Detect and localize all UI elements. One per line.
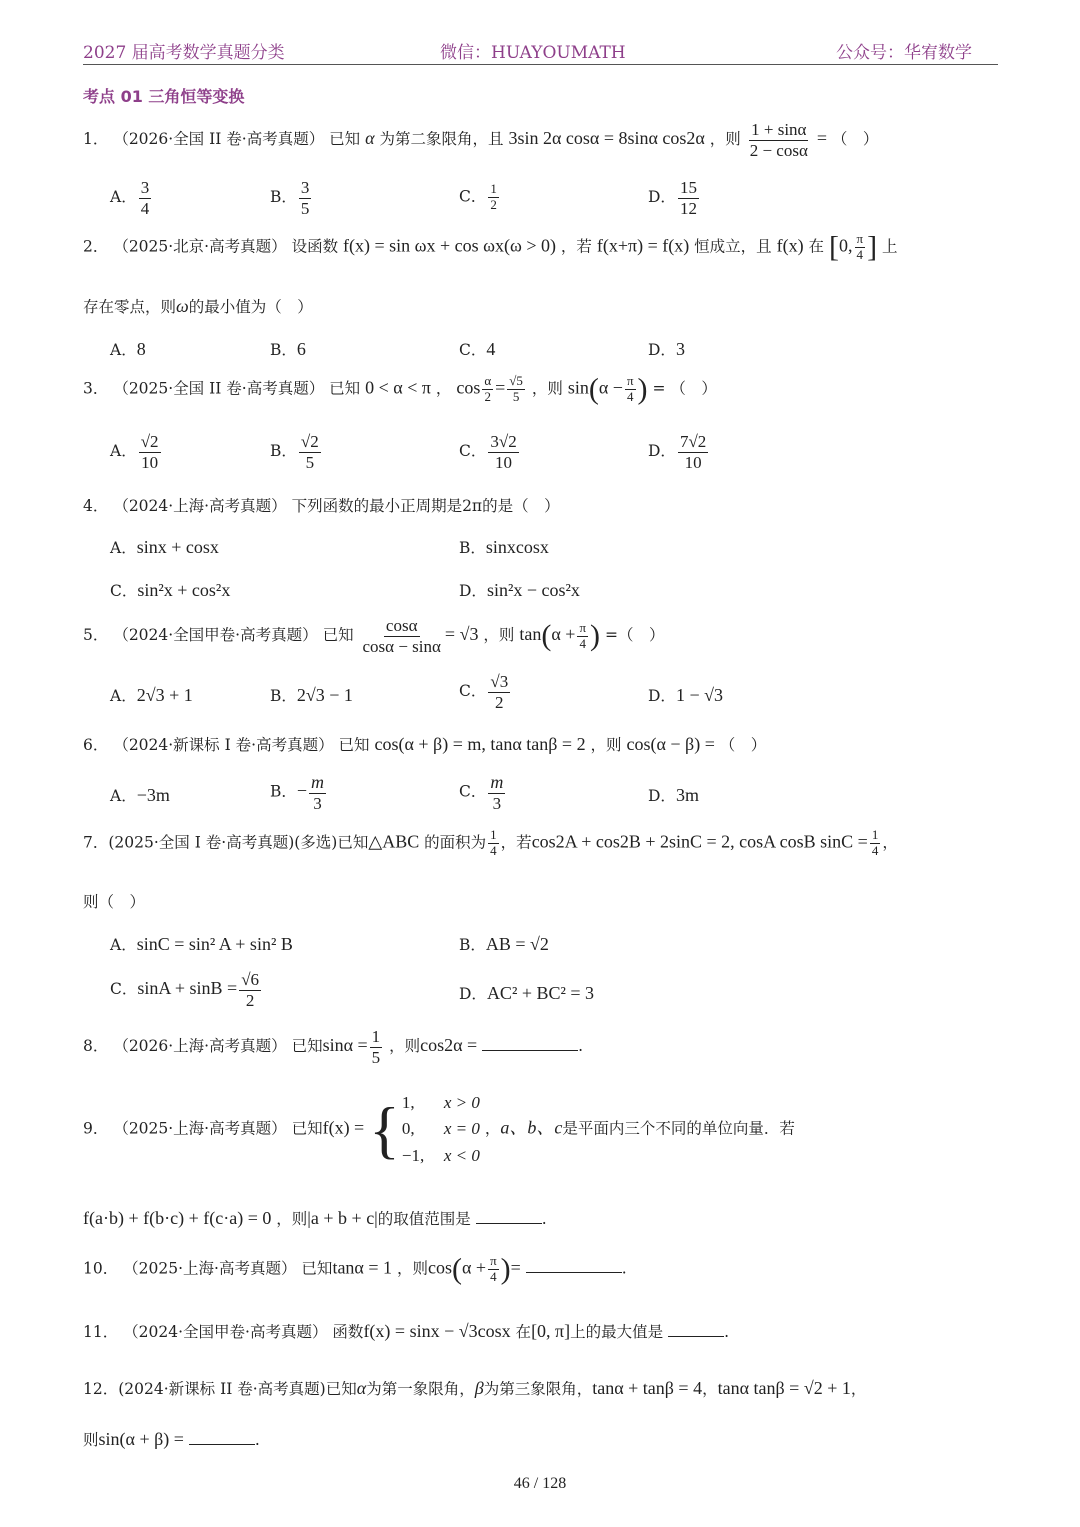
header-center: 微信：HUAYOUMATH — [440, 43, 626, 63]
option-d[interactable]: D．AC² + BC² = 3 — [459, 983, 595, 1003]
option-b[interactable]: B． $\frac{3}{5}$ — [270, 178, 310, 218]
question-9-line2: f(a·b) + f(b·c) + f(c·a) = 0 ，则|a + b + c|的取值范围是 . — [83, 1208, 547, 1228]
question-9: 9． （2025·上海·高考真题） 已知f(x) = { 1, x > 0 0, x = 0 −1, x < 0 ，a、b、c是平面内三个不同的单位向量．若 — [83, 1093, 795, 1165]
question-12: 12．(2024·新课标 II 卷·高考真题)已知α为第一象限角，β为第三象限角，tanα + tanβ = 4，tanα tanβ = √2 + 1， — [83, 1378, 867, 1398]
question-source: （2025·全国 II 卷·高考真题） — [113, 379, 325, 398]
question-source: (2024·新课标 II 卷·高考真题) — [118, 1380, 326, 1398]
answer-blank[interactable] — [476, 1223, 542, 1224]
math-expression: 3sin 2α cosα = 8sinα cos2α — [508, 128, 705, 149]
question-text: 为第二象限角，且 — [379, 130, 504, 149]
option-b[interactable]: B．sinxcosx — [459, 537, 549, 557]
option-a[interactable]: A． $\frac{√2}{10}$ — [110, 432, 159, 472]
option-d[interactable]: D．3 — [648, 339, 685, 359]
option-c[interactable]: C． $\frac{m}{3}$ — [459, 772, 504, 813]
question-10: 10． （2025·上海·高考真题） 已知tanα = 1 ，则cos(α + $\frac{\pi}{4}$ )= . — [83, 1252, 627, 1286]
option-a[interactable]: A．8 — [110, 339, 146, 359]
answer-blank[interactable] — [189, 1444, 255, 1445]
question-12-line2: 则sin(α + β) = . — [83, 1429, 260, 1449]
question-6: 6． （2024·新课标 I 卷·高考真题） 已知 cos(α + β) = m, tanα tanβ = 2 ，则 cos(α − β) = （ ） — [83, 734, 767, 754]
option-a[interactable]: A． $\frac{3}{4}$ — [110, 178, 150, 218]
answer-blank[interactable] — [526, 1272, 622, 1273]
math-expression: f(x+π) = f(x) — [596, 235, 690, 256]
option-c[interactable]: C． $\frac{1}{2}$ — [459, 181, 497, 212]
option-b[interactable]: B．AB = √2 — [459, 934, 549, 954]
question-5: 5． （2024·全国甲卷·高考真题） 已知 $\frac{\cos\alpha}{\cos\alpha - \sin\alpha}$ = √3 ，则 tan(α + $\frac{\pi}{4}$ ) =（ ） — [83, 616, 665, 656]
question-7: 7．(2025·全国 I 卷·高考真题)(多选)已知△ABC 的面积为 $\frac{1}{4}$ ，若cos2A + cos2B + 2sinC = 2, cosA cosB sinC = $\frac{1}{4}$ ， — [83, 827, 898, 858]
option-b[interactable]: B． $\frac{√2}{5}$ — [270, 432, 319, 472]
question-2-line2: 存在零点，则ω的最小值为（ ） — [83, 296, 313, 316]
option-c[interactable]: C．sinA + sinB = $\frac{√6}{2}$ — [110, 970, 260, 1010]
page-number: 46 / 128 — [513, 1475, 567, 1492]
answer-blank[interactable] — [482, 1050, 578, 1051]
question-text: 已知 — [329, 130, 361, 149]
question-source: (2025·全国 I 卷·高考真题)(多选) — [108, 833, 338, 852]
option-c[interactable]: C．4 — [459, 339, 496, 359]
option-c[interactable]: C． $\frac{3√2}{10}$ — [459, 432, 517, 472]
math-expression: f(x) = sin ωx + cos ωx(ω > 0) — [343, 235, 556, 256]
question-source: （2026·上海·高考真题） — [113, 1037, 287, 1056]
option-d[interactable]: D．sin²x − cos²x — [459, 580, 580, 600]
option-a[interactable]: A．sinx + cosx — [110, 537, 219, 557]
question-7-line2: 则（ ） — [83, 893, 146, 911]
question-11: 11． （2024·全国甲卷·高考真题） 函数f(x) = sinx − √3cosx 在[0, π]上的最大值是 . — [83, 1321, 730, 1341]
question-source: （2025·北京·高考真题） — [113, 237, 287, 256]
option-a[interactable]: A．−3m — [110, 785, 170, 805]
question-3: 3． （2025·全国 II 卷·高考真题） 已知 0 < α < π ， cos $\frac{\alpha}{2}$ = $\frac{√5}{5}$ ，则 sin(α − $\frac{\pi}{4}$ ) = （ ） — [83, 372, 717, 406]
question-source: （2024·新课标 I 卷·高考真题） — [113, 736, 334, 754]
question-8: 8． （2026·上海·高考真题） 已知sinα = $\frac{1}{5}$ ，则cos2α = . — [83, 1027, 584, 1067]
option-b[interactable]: B．− $\frac{m}{3}$ — [270, 772, 325, 813]
question-1: 1． （2026·全国 II 卷·高考真题） 已知 α 为第二象限角，且 3sin 2α cosα = 8sinα cos2α ，则 $\frac{1 + \sin\alpha}{2 - \cos\alpha}$ = （ ） — [83, 120, 879, 160]
option-c[interactable]: C．sin²x + cos²x — [110, 580, 231, 600]
option-d[interactable]: D．3m — [648, 785, 699, 805]
question-source: （2026·全国 II 卷·高考真题） — [113, 130, 325, 149]
option-a[interactable]: A．sinC = sin² A + sin² B — [110, 934, 293, 954]
question-text: （ ） — [831, 130, 879, 149]
option-b[interactable]: B．2√3 − 1 — [270, 685, 353, 705]
question-number: 1． — [83, 130, 109, 149]
question-number: 2． — [83, 237, 109, 256]
question-4: 4． （2024·上海·高考真题） 下列函数的最小正周期是2π的是（ ） — [83, 497, 560, 515]
question-source: （2024·全国甲卷·高考真题） — [123, 1323, 328, 1341]
question-source: （2024·全国甲卷·高考真题） — [113, 626, 318, 645]
vector-list: a、b、c — [500, 1117, 563, 1138]
answer-blank[interactable] — [668, 1336, 724, 1337]
option-d[interactable]: D． $\frac{7√2}{10}$ — [648, 432, 707, 472]
question-source: （2025·上海·高考真题） — [123, 1259, 297, 1278]
header-right: 公众号：华宥数学 — [836, 43, 972, 63]
question-source: （2025·上海·高考真题） — [113, 1119, 287, 1138]
option-d[interactable]: D． $\frac{15}{12}$ — [648, 178, 697, 218]
option-d[interactable]: D．1 − √3 — [648, 685, 723, 705]
question-2: 2． （2025·北京·高考真题） 设函数 f(x) = sin ωx + cos ωx(ω > 0) ，若 f(x+π) = f(x) 恒成立，且 f(x) 在 [0, $\frac{\pi}{4}$ ] 上 — [83, 230, 898, 264]
header-left: 2027 届高考数学真题分类 — [83, 43, 285, 63]
math-fraction: $\frac{1 + \sin\alpha}{2 - \cos\alpha}$ — [749, 120, 808, 160]
question-source: （2024·上海·高考真题） — [113, 497, 287, 515]
option-a[interactable]: A．2√3 + 1 — [110, 685, 193, 705]
header-divider — [83, 64, 998, 65]
option-c[interactable]: C． $\frac{√3}{2}$ — [459, 672, 509, 712]
question-text: ，则 — [709, 130, 741, 149]
section-title: 考点 01 三角恒等变换 — [83, 87, 245, 106]
option-b[interactable]: B．6 — [270, 339, 306, 359]
